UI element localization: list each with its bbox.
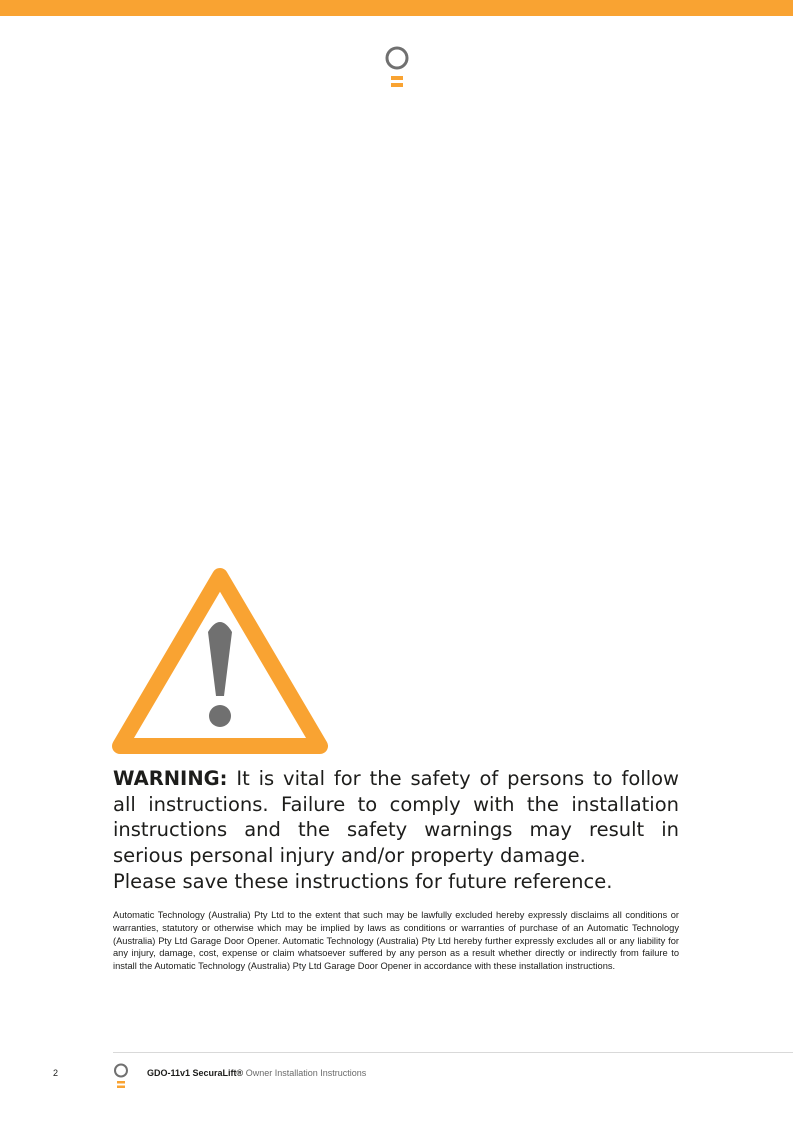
warning-triangle-icon — [112, 564, 328, 756]
footer-divider — [113, 1052, 793, 1053]
lightbulb-logo-icon — [113, 1063, 129, 1089]
warning-body: It is vital for the safety of persons to follow all instructions. Failure to comply with the installation instructions and the safety warnings may result in serious personal injury and/or property damage. — [113, 767, 679, 867]
footer-description: Owner Installation Instructions — [245, 1068, 367, 1078]
save-instructions-notice: Please save these instructions for future reference. — [113, 870, 613, 893]
lightbulb-logo-icon — [384, 46, 410, 88]
warning-label: WARNING: — [113, 767, 228, 790]
footer-model: GDO-11v1 SecuraLift® — [147, 1068, 244, 1078]
top-accent-bar — [0, 0, 793, 16]
footer-title — [147, 1068, 366, 1078]
page-number: 2 — [53, 1068, 59, 1078]
disclaimer-paragraph: Automatic Technology (Australia) Pty Ltd to the extent that such may be lawfully excluded hereby expressly disclaims all conditions or warranties, statutory or otherwise which may be implied by laws as conditions or warranties of purchase of an Automatic Technology (Australia) Pty Ltd Garage Door Opener. Automatic Technology (Australia) Pty Ltd hereby further expressly excludes all or any liability for any injury, damage, cost, expense or claim whatsoever suffered by any person as a result whether directly or indirectly from failure to install the Automatic Technology (Australia) Pty Ltd Garage Door Opener in accordance with these installation instructions. — [113, 910, 679, 972]
warning-paragraph — [113, 766, 679, 868]
